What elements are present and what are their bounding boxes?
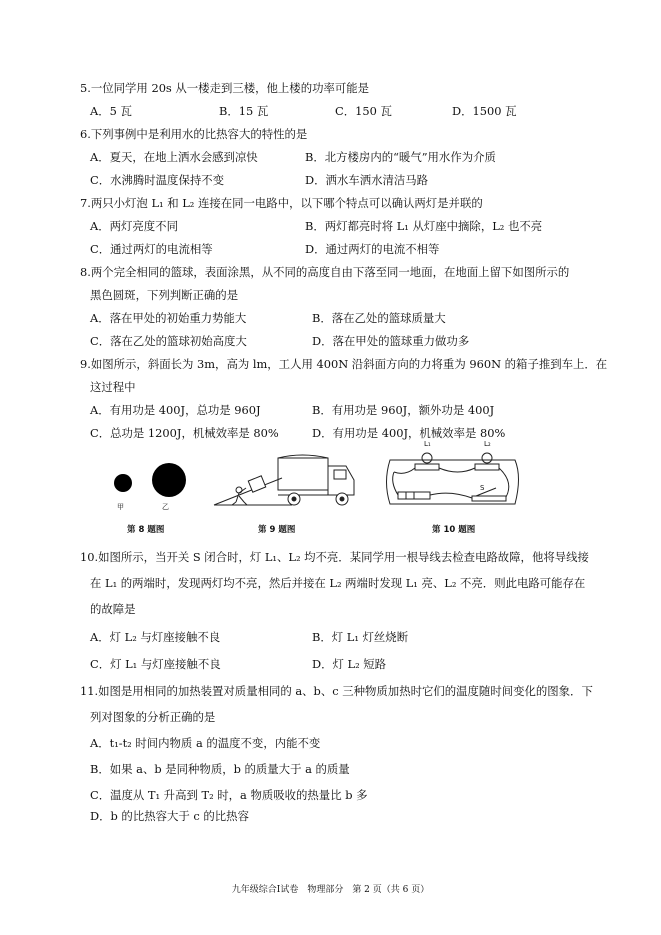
q11-stem-line2: 列对图象的分析正确的是 [90,710,216,724]
q6-option-d: D．洒水车洒水清洁马路 [305,173,429,187]
q9-option-c: C．总功是 1200J，机械效率是 80% [90,426,279,440]
fig10-label-l2: L₂ [484,440,491,448]
q8-stem-line1: 8.两个完全相同的篮球，表面涂黑，从不同的高度自由下落至同一地面，在地面上留下如图所示的 [80,265,570,279]
q5-option-c: C．150 瓦 [335,104,392,118]
fig10-label-l1: L₁ [424,440,431,448]
lamp-holder-l1 [415,464,439,470]
q5-option-d: D．1500 瓦 [452,104,517,118]
q11-option-d: D．b 的比热容大于 c 的比热容 [90,809,249,823]
ramp [214,478,282,505]
q5-option-a: A．5 瓦 [90,104,132,118]
bulb-l1 [422,453,432,463]
q10-option-d: D．灯 L₂ 短路 [312,657,387,671]
ball-mark-yi [152,463,186,497]
fig8-label-jia: 甲 [117,503,124,511]
q7-option-d: D．通过两灯的电流不相等 [305,242,440,256]
q9-stem-line1: 9.如图所示，斜面长为 3m，高为 lm，工人用 400N 沿斜面方向的力将重为 960N 的箱子推到车上．在 [80,357,608,371]
q7-option-b: B．两灯都亮时将 L₁ 从灯座中摘除，L₂ 也不亮 [305,219,543,233]
q11-option-c: C．温度从 T₁ 升高到 T₂ 时，a 物质吸收的热量比 b 多 [90,788,368,802]
q7-stem: 7.两只小灯泡 L₁ 和 L₂ 连接在同一电路中，以下哪个特点可以确认两灯是并联的 [80,196,483,210]
box [248,476,265,492]
lamp-holder-l2 [475,464,499,470]
page-footer: 九年级综合Ⅰ试卷 物理部分 第 2 页（共 6 页） [231,885,430,895]
fig8-label-yi: 乙 [162,503,169,511]
q10-option-a: A．灯 L₂ 与灯座接触不良 [90,630,221,644]
q6-option-a: A．夏天，在地上洒水会感到凉快 [90,150,258,164]
q10-option-b: B．灯 L₁ 灯丝烧断 [312,630,409,644]
q6-option-b: B．北方楼房内的“暖气”用水作为介质 [305,150,496,164]
fig8-caption: 第 8 题图 [127,525,165,535]
q10-stem-line2: 在 L₁ 的两端时，发现两灯均不亮，然后并接在 L₂ 两端时发现 L₁ 亮、L₂ 不亮．则此电路可能存在 [90,576,586,590]
q10-stem-line1: 10.如图所示，当开关 S 闭合时，灯 L₁、L₂ 均不亮．某同学用一根导线去检查电路故障，他将导线接 [80,550,589,564]
q6-stem: 6.下列事例中是利用水的比热容大的特性的是 [80,127,308,141]
q11-stem-line1: 11.如图是用相同的加热装置对质量相同的 a、b、c 三种物质加热时它们的温度随时间变化的图象．下 [80,684,593,698]
fig10-caption: 第 10 题图 [432,525,476,535]
figure-8 [100,455,200,517]
bulb-l2 [482,453,492,463]
q8-option-b: B．落在乙处的篮球质量大 [312,311,446,325]
q8-option-a: A．落在甲处的初始重力势能大 [90,311,247,325]
q11-option-b: B．如果 a、b 是同种物质，b 的质量大于 a 的质量 [90,762,350,776]
q7-option-c: C．通过两灯的电流相等 [90,242,213,256]
q10-stem-line3: 的故障是 [90,602,136,616]
figure-10 [380,442,525,518]
ball-mark-jia [114,474,132,492]
q8-option-c: C．落在乙处的篮球初始高度大 [90,334,247,348]
q5-option-b: B．15 瓦 [219,104,269,118]
fig9-caption: 第 9 题图 [258,525,296,535]
q10-option-c: C．灯 L₁ 与灯座接触不良 [90,657,221,671]
q7-option-a: A．两灯亮度不同 [90,219,178,233]
q9-stem-line2: 这过程中 [90,380,136,394]
q6-option-c: C．水沸腾时温度保持不变 [90,173,225,187]
q9-option-a: A．有用功是 400J，总功是 960J [90,403,261,417]
q8-stem-line2: 黑色圆斑，下列判断正确的是 [90,288,239,302]
truck-cargo [278,458,328,490]
q11-option-a: A．t₁-t₂ 时间内物质 a 的温度不变，内能不变 [90,736,321,750]
switch-lever [476,488,496,496]
q8-option-d: D．落在甲处的篮球重力做功多 [312,334,470,348]
q9-option-b: B．有用功是 960J，额外功是 400J [312,403,495,417]
fig10-label-s: S [480,484,485,492]
switch-base [472,496,506,501]
q9-option-d: D．有用功是 400J，机械效率是 80% [312,426,506,440]
q5-stem: 5.一位同学用 20s 从一楼走到三楼，他上楼的功率可能是 [80,81,370,95]
figure-9 [212,450,362,518]
